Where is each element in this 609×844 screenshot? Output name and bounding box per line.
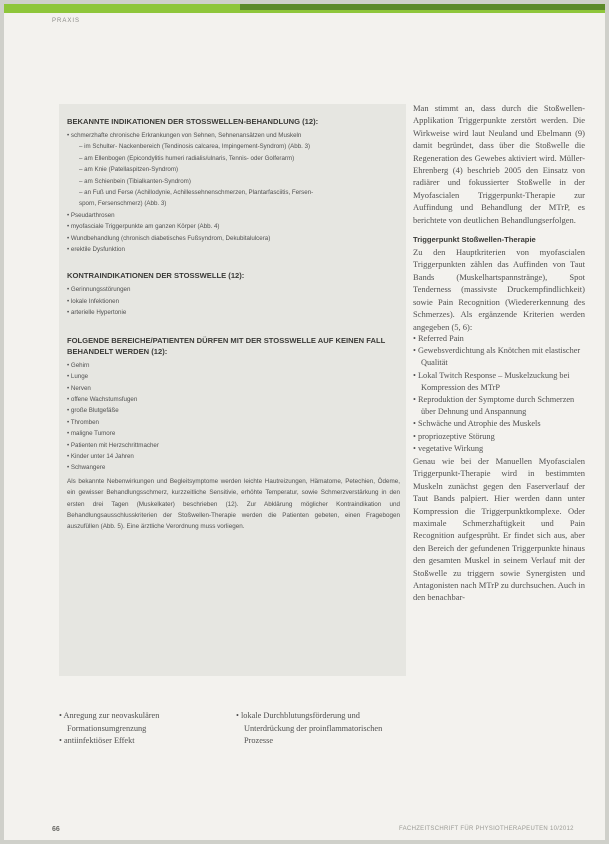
list-item: • antiinfektiöser Effekt xyxy=(59,735,229,748)
contraindications-heading: KONTRAINDIKATIONEN DER STOSSWELLE (12): xyxy=(67,271,245,281)
list-item: • Patienten mit Herzschrittmacher xyxy=(67,440,400,451)
list-item: – am Ellenbogen (Epicondylitis humeri radialis/ulnaris, Tennis- oder Golferarm) xyxy=(79,154,295,162)
list-item: • Gehirn xyxy=(67,360,400,371)
list-item: • Schwangere xyxy=(67,462,400,473)
list-item: • erektile Dysfunktion xyxy=(67,244,400,255)
list-item: • Pseudarthrosen xyxy=(67,210,400,221)
contraindications-list xyxy=(67,284,400,318)
right-paragraph-1: Man stimmt an, dass durch die Stoßwellen-Applikation Triggerpunkte zerstört werden. Die Wirkweise wird laut Neuland und Ebelmann (9) damit begründet, dass über die Stoßwelle die Regeneration des Gewebes aktiviert wird. Müller-Ehrenberg (4) beschrieb 2005 den Einsatz von radiärer und fokussierter Stoßwelle in der Myofascialen Triggerpunkt-Therapie zur Auffindung und Behandlung der MTrP, es berichtete von deutlichen Behandlungserfolgen. xyxy=(413,103,585,225)
indications-heading: BEKANNTE INDIKATIONEN DER STOSSWELLEN-BEHANDLUNG (12): xyxy=(67,117,319,126)
magazine-page xyxy=(4,4,605,840)
list-item: • Gewebsverdichtung als Knötchen mit elastischer Qualität xyxy=(413,345,585,369)
list-item: • arterielle Hypertonie xyxy=(67,307,400,318)
running-head: PRAXIS xyxy=(52,18,81,24)
indications-list xyxy=(67,130,400,255)
list-item: • Thromben xyxy=(67,417,400,428)
list-item: • lokale Durchblutungsförderung und Unterdrückung der proinflammatorischen Prozesse xyxy=(236,710,408,748)
list-item: • lokale Infektionen xyxy=(67,296,400,307)
list-item: • Schwäche und Atrophie des Muskels xyxy=(413,418,585,430)
right-paragraph-3: Genau wie bei der Manuellen Myofascialen Triggerpunkt-Therapie wird in bestimmten Muskeln zunächst gegen den Faserverlauf der Taut Bands palpiert. Hier werden dann unter Kompression die Triggerpunktkomplexe. Oder maximale Schmerzhaftigkeit und Pain Recognition aufgesprüht. Er findet sich aus, aber den Bereich der gefundenen Triggerpunkte hinaus den gesamten Muskel in seinem Verlauf mit der Stoßwelle zu triggern sowie Synergisten und Antagonisten nach MTrP zu durchsuchen. Auch in den benachbar- xyxy=(413,455,585,603)
top-color-bar-dark xyxy=(240,4,605,10)
side-effects-paragraph: Als bekannte Nebenwirkungen und Begleitsymptome werden leichte Hautreizungen, Hämatome, Petechien, Ödeme, ein gewisser Behandlungsschmerz, kurzzeitliche Sensitivie, erhöhte Temperatur, sowie Schmerzverstärkung in den ersten drei Tagen (Muskelkater) beschrieben (12). Zur Abklärung möglicher Kontraindikation und Behandlungsausschlusskriterien der Stoßwellen-Therapie werden die Patienten gebeten, einen Fragebogen auszufüllen (Abb. 5). Eine ärztliche Verordnung muss vorliegen. xyxy=(67,477,400,531)
bottom-left-column xyxy=(59,710,229,748)
info-box-content xyxy=(67,116,400,533)
list-item: • Wundbehandlung (chronisch diabetisches Fußsyndrom, Dekubitalulcera) xyxy=(67,233,400,244)
list-item: • Anregung zur neovaskulären Formationsumgrenzung xyxy=(59,710,229,735)
list-item: – an Fuß und Ferse (Achillodynie, Achillessehnenschmerzen, Plantarfasciitis, Fersen- xyxy=(79,189,314,197)
list-item: • Gerinnungsstörungen xyxy=(67,284,400,295)
info-box xyxy=(59,104,406,676)
section-heading: Triggerpunkt Stoßwellen-Therapie xyxy=(413,235,536,245)
list-item: • große Blutgefäße xyxy=(67,405,400,416)
list-item: • Lokal Twitch Response – Muskelzuckung bei Kompression des MTrP xyxy=(413,370,585,394)
right-column xyxy=(413,102,585,604)
list-item: sporn, Fersenschmerz) (Abb. 3) xyxy=(79,200,167,208)
excluded-areas-heading: FOLGENDE BEREICHE/PATIENTEN DÜRFEN MIT DER STOSSWELLE AUF KEINEN FALL BEHANDELT WERDEN (12): xyxy=(67,335,386,356)
list-item: – im Schulter- Nackenbereich (Tendinosis calcarea, Impingement-Syndrom) (Abb. 3) xyxy=(79,143,311,151)
effects-list-left xyxy=(59,710,229,748)
bottom-middle-column xyxy=(236,710,408,748)
excluded-areas-list xyxy=(67,360,400,474)
list-item: • propriozeptive Störung xyxy=(413,431,585,443)
effects-list-middle xyxy=(236,710,408,748)
list-item: – am Schienbein (Tibialkanten-Syndrom) xyxy=(79,177,191,185)
list-item: – am Knie (Patellaspitzen-Syndrom) xyxy=(79,166,179,174)
list-item: • Nerven xyxy=(67,383,400,394)
list-item: • schmerzhafte chronische Erkrankungen von Sehnen, Sehnenansätzen und Muskeln xyxy=(67,130,400,141)
list-item: • offene Wachstumsfugen xyxy=(67,394,400,405)
page-number: 66 xyxy=(52,826,60,833)
list-item: • myofasciale Triggerpunkte am ganzen Körper (Abb. 4) xyxy=(67,221,400,232)
list-item: • Lunge xyxy=(67,371,400,382)
journal-footer: FACHZEITSCHRIFT FÜR PHYSIOTHERAPEUTEN 10/2012 xyxy=(399,826,574,832)
list-item: • Kinder unter 14 Jahren xyxy=(67,451,400,462)
list-item: • Referred Pain xyxy=(413,333,585,345)
right-paragraph-2: Zu den Hauptkriterien von myofascialen Triggerpunkten zählen das Auffinden von Taut Bands (Muskelhartspannstränge), Spot Tenderness (massivste Druckempfindlichkeit) sowie Pain Recognition (Wiedererkennung des Schmerzes). Als ergänzende Kriterien werden angegeben (5, 6): xyxy=(413,247,585,332)
list-item: • maligne Tumore xyxy=(67,428,400,439)
list-item: • vegetative Wirkung xyxy=(413,443,585,455)
list-item: • Reproduktion der Symptome durch Schmerzen über Dehnung und Anspannung xyxy=(413,394,585,418)
criteria-list xyxy=(413,333,585,455)
